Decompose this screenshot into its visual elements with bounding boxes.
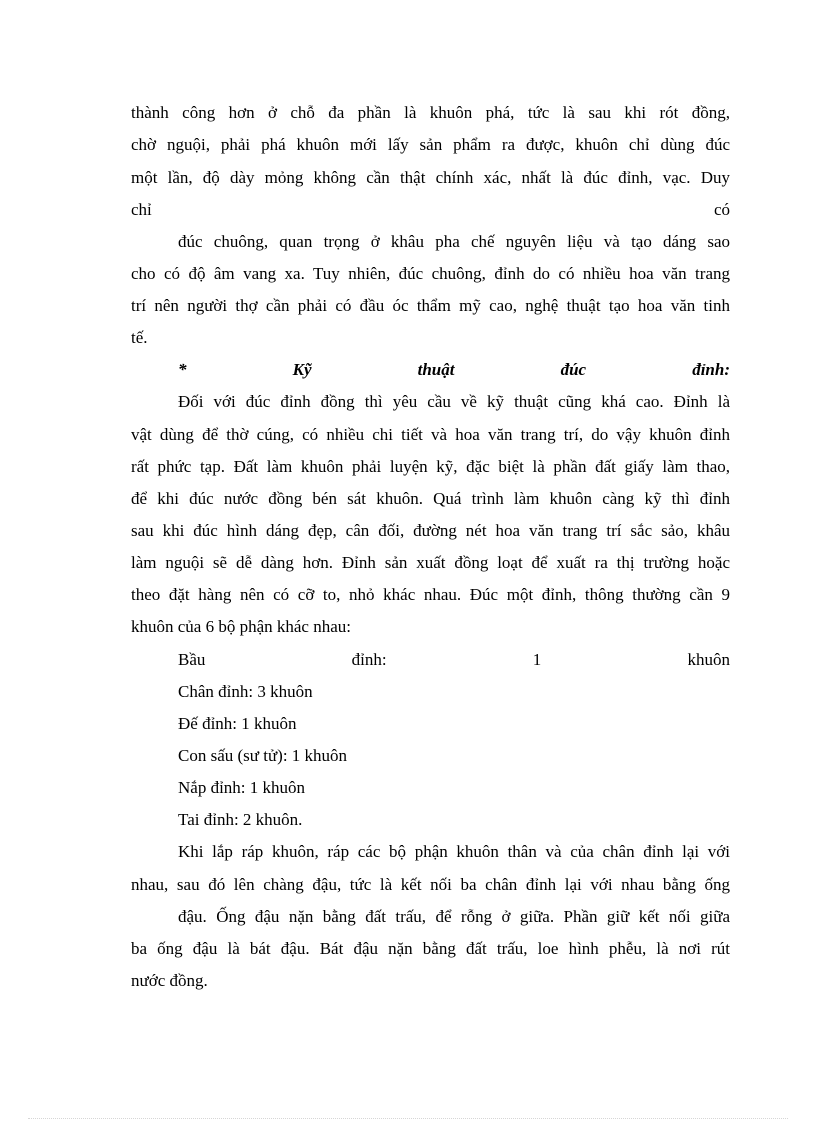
paragraph-line: để khi đúc nước đồng bén sát khuôn. Quá trình làm khuôn càng kỹ thì đỉnh [131,489,730,508]
paragraph-line: thành công hơn ở chỗ đa phần là khuôn phá, tức là sau khi rót đồng, [131,103,730,122]
paragraph-line: khuôn của 6 bộ phận khác nhau: [131,617,351,636]
paragraph-line: rất phức tạp. Đất làm khuôn phải luyện kỹ, đặc biệt là phần đất giấy làm thao, [131,457,730,476]
paragraph-line: sau khi đúc hình dáng đẹp, cân đối, đường nét hoa văn trang trí sắc sảo, khâu [131,521,730,540]
list-item: Đế đỉnh: 1 khuôn [178,714,297,733]
paragraph-line: chờ nguội, phải phá khuôn mới lấy sản phẩm ra được, khuôn chỉ dùng đúc [131,135,730,154]
list-item: Bầu đỉnh: 1 khuôn [178,650,730,669]
paragraph-line: vật dùng để thờ cúng, có nhiều chi tiết và hoa văn trang trí, do vậy khuôn đỉnh [131,425,730,444]
page-bottom-divider [28,1118,788,1119]
paragraph-line: nước đồng. [131,971,208,990]
paragraph-line: đúc chuông, quan trọng ở khâu pha chế nguyên liệu và tạo dáng sao [178,232,730,251]
paragraph-line: một lần, độ dày mỏng không cần thật chính xác, nhất là đúc đỉnh, vạc. Duy [131,168,730,187]
paragraph-line: Khi lắp ráp khuôn, ráp các bộ phận khuôn thân và của chân đỉnh lại với [178,842,730,861]
paragraph-line: Đối với đúc đỉnh đồng thì yêu cầu về kỹ thuật cũng khá cao. Đỉnh là [178,392,730,411]
list-item: Tai đỉnh: 2 khuôn. [178,810,303,829]
paragraph-line: chỉ có [131,200,730,219]
list-item: Chân đỉnh: 3 khuôn [178,682,313,701]
paragraph-line: nhau, sau đó lên chàng đậu, tức là kết nối ba chân đỉnh lại với nhau bằng ống [131,875,730,894]
paragraph-line: theo đặt hàng nên có cỡ to, nhỏ khác nhau. Đúc một đỉnh, thông thường cần 9 [131,585,730,604]
paragraph-line: tế. [131,328,148,347]
paragraph-line: làm nguội sẽ dễ dàng hơn. Đỉnh sản xuất đồng loạt để xuất ra thị trường hoặc [131,553,730,572]
paragraph-line: ba ống đậu là bát đậu. Bát đậu nặn bằng đất trấu, loe hình phễu, là nơi rút [131,939,730,958]
section-heading: * Kỹ thuật đúc đỉnh: [178,360,730,379]
paragraph-line: trí nên người thợ cần phải có đầu óc thẩm mỹ cao, nghệ thuật tạo hoa văn tinh [131,296,730,315]
paragraph-line: cho có độ âm vang xa. Tuy nhiên, đúc chuông, đỉnh do có nhiều hoa văn trang [131,264,730,283]
list-item: Con sấu (sư tử): 1 khuôn [178,746,348,765]
list-item: Nắp đỉnh: 1 khuôn [178,778,306,797]
paragraph-line: đậu. Ống đậu nặn bằng đất trấu, để rỗng ở giữa. Phần giữ kết nối giữa [178,907,730,926]
